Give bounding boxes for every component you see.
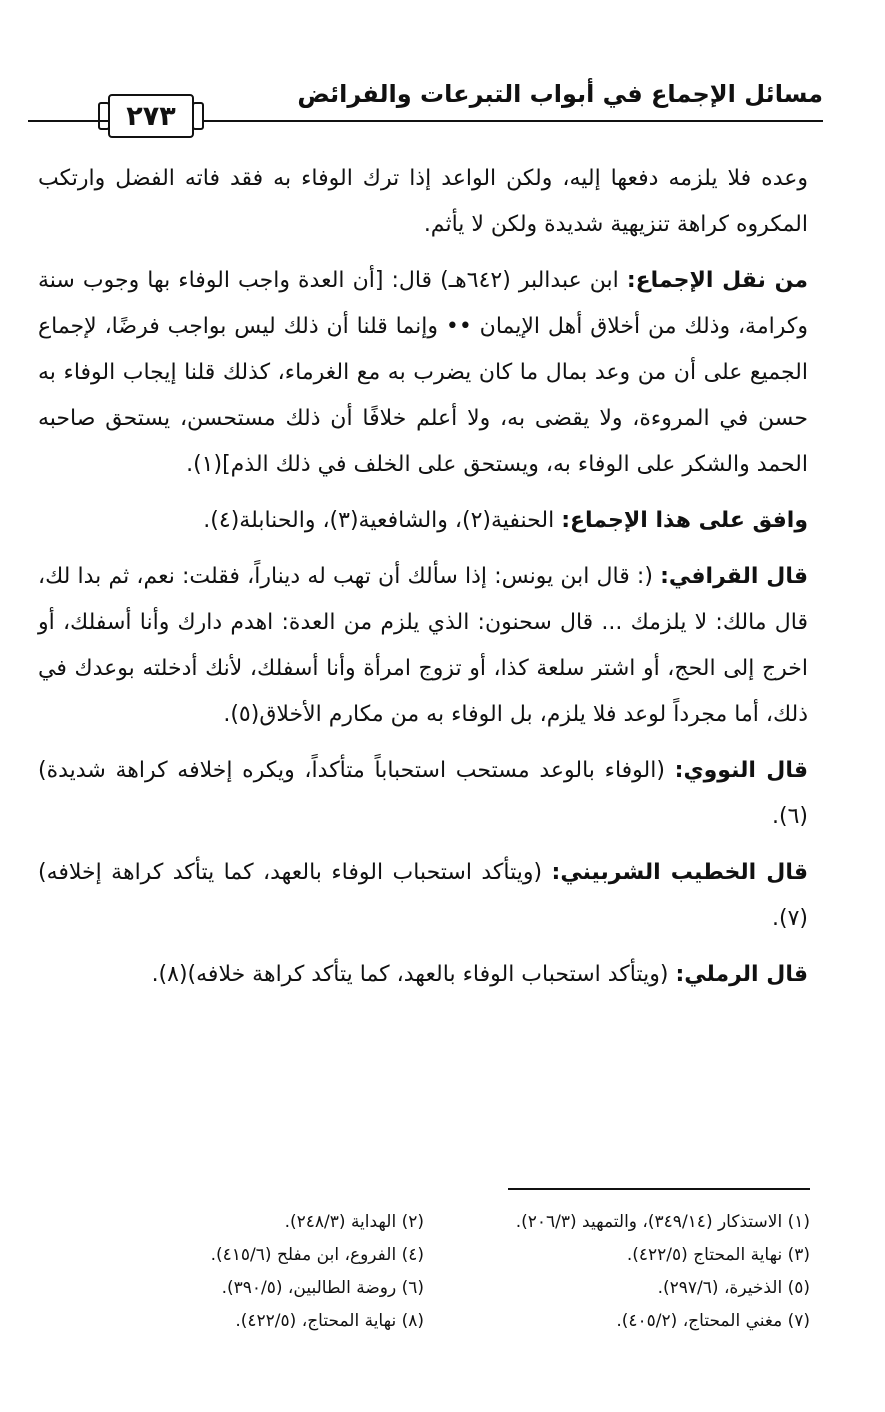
paragraph-text: (: قال ابن يونس: إذا سألك أن تهب له ديناراً، فقلت: نعم، ثم بدا لك، قال مالك: لا يلزمك ... قال سحنون: الذي يلزم من العدة: اهدم دارك وأنا أسفلك، أو اخرج إلى الحج، أو اشتر سلعة كذا، أو تزوج امرأة وأنا أسفلك، لأنك أدخلته بوعدك في ذلك، أما مجرداً لوعد فلا يلزم، بل الوفاء به من مكارم الأخلاق(٥).: [38, 564, 808, 727]
paragraph-ramli: [38, 952, 808, 998]
paragraph-text: وعده فلا يلزمه دفعها إليه، ولكن الواعد إذا ترك الوفاء به فقد فاته الفضل وارتكب المكروه كراهة تنزيهية شديدة ولكن لا يأثم.: [38, 166, 808, 237]
footnote-row: [38, 1239, 810, 1272]
header-rule: [203, 120, 823, 122]
header-rule-left: [28, 120, 108, 122]
page-header: [28, 72, 823, 132]
footnote-separator: [508, 1188, 810, 1190]
paragraph-lead: من نقل الإجماع:: [626, 268, 808, 293]
paragraph-nawawi: [38, 748, 808, 840]
footnote-1: (١) الاستذكار (٣٤٩/١٤)، والتمهيد (٢٠٦/٣).: [515, 1212, 810, 1232]
paragraph-text: (ويتأكد استحباب الوفاء بالعهد، كما يتأكد كراهة إخلافه)(٧).: [38, 860, 808, 931]
paragraph-agreement: [38, 498, 808, 544]
page-number: ٢٧٣: [126, 100, 176, 132]
footnote-row: [38, 1206, 810, 1239]
paragraph-lead: قال النووي:: [674, 758, 808, 783]
footnote-7: (٧) مغني المحتاج، (٤٠٥/٢).: [616, 1311, 810, 1331]
body-text: [38, 156, 808, 1008]
paragraph-continuation: [38, 156, 808, 248]
footnote-2: (٢) الهداية (٢٤٨/٣).: [284, 1212, 424, 1232]
paragraph-lead: وافق على هذا الإجماع:: [561, 508, 808, 533]
paragraph-text: الحنفية(٢)، والشافعية(٣)، والحنابلة(٤).: [203, 508, 562, 533]
footnote-row: [38, 1272, 810, 1305]
footnote-5: (٥) الذخيرة، (٢٩٧/٦).: [657, 1278, 810, 1298]
running-title: مسائل الإجماع في أبواب التبرعات والفرائض: [297, 80, 823, 108]
paragraph-text: ابن عبدالبر (٦٤٢هـ) قال: [أن العدة واجب الوفاء بها وجوب سنة وكرامة، وذلك من أخلاق أهل الإيمان •• وإنما قلنا أن ذلك ليس بواجب فرضًا، لإجماع الجميع على أن من وعد بمال ما كان يضرب به مع الغرماء، كذلك قلنا إيجاب الوفاء به حسن في المروءة، ولا يقضى به، ولا أعلم خلافًا أن ذلك مستحسن، يستحق صاحبه الحمد والشكر على الوفاء به، ويستحق على الخلف في ذلك الذم](١).: [38, 268, 808, 477]
footnote-3: (٣) نهاية المحتاج (٤٢٢/٥).: [626, 1245, 810, 1265]
paragraph-qarafi: [38, 554, 808, 738]
page-number-frame: [108, 94, 194, 138]
paragraph-lead: قال الرملي:: [675, 962, 808, 987]
paragraph-text: (ويتأكد استحباب الوفاء بالعهد، كما يتأكد كراهة خلافه)(٨).: [151, 962, 676, 987]
paragraph-lead: قال القرافي:: [660, 564, 808, 589]
footnote-6: (٦) روضة الطالبين، (٣٩٠/٥).: [221, 1278, 424, 1298]
paragraph-ijma-transmission: [38, 258, 808, 488]
footnote-row: [38, 1305, 810, 1338]
footnote-4: (٤) الفروع، ابن مفلح (٤١٥/٦).: [210, 1245, 424, 1265]
paragraph-lead: قال الخطيب الشربيني:: [551, 860, 808, 885]
paragraph-shirbini: [38, 850, 808, 942]
footnote-8: (٨) نهاية المحتاج، (٤٢٢/٥).: [235, 1311, 424, 1331]
footnotes: [38, 1206, 810, 1338]
paragraph-text: (الوفاء بالوعد مستحب استحباباً متأكداً، ويكره إخلافه كراهة شديدة)(٦).: [38, 758, 808, 829]
